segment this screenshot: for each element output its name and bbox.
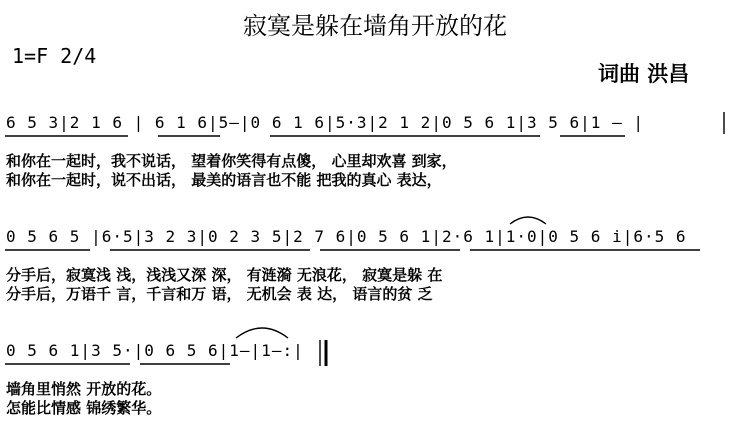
notation-line-1: 6 5 3|2 1 6 | 6 1 6|5—|0 6 1 6|5·3|2 1 2|0 5 6 1|3 5 6|1 — | bbox=[6, 113, 644, 132]
lyric-line-2a: 分手后，寂寞浅 浅，浅浅又深 深， 有涟漪 无浪花， 寂寞是躲 在 bbox=[6, 266, 443, 284]
notation-line-2: 0 5 6 5 |6·5|3 2 3|0 2 3 5|2 7 6|0 5 6 1|2·6 1|1·0|0 5 6 i|6·5 6 bbox=[6, 227, 687, 246]
key-signature: 1=F 2/4 bbox=[12, 44, 97, 68]
lyric-line-3a: 墙角里悄然 开放的花。 bbox=[6, 380, 162, 398]
composer-credit: 词曲 洪昌 bbox=[598, 62, 690, 86]
lyric-line-3b: 怎能比情感 锦绣繁华。 bbox=[6, 399, 162, 417]
lyric-line-1b: 和你在一起时，说不出话， 最美的语言也不能 把我的真心 表达， bbox=[6, 171, 442, 189]
lyric-line-2b: 分手后，万语千 言，千言和万 语， 无机会 表 达， 语言的贫 乏 bbox=[6, 285, 433, 303]
lyric-line-1a: 和你在一起时，我不说话， 望着你笑得有点傻， 心里却欢喜 到家， bbox=[6, 152, 457, 170]
song-title: 寂寞是躲在墙角开放的花 bbox=[243, 12, 507, 40]
notation-line-3: 0 5 6 1|3 5·|0 6 5 6|1—|1—:| bbox=[6, 341, 304, 360]
